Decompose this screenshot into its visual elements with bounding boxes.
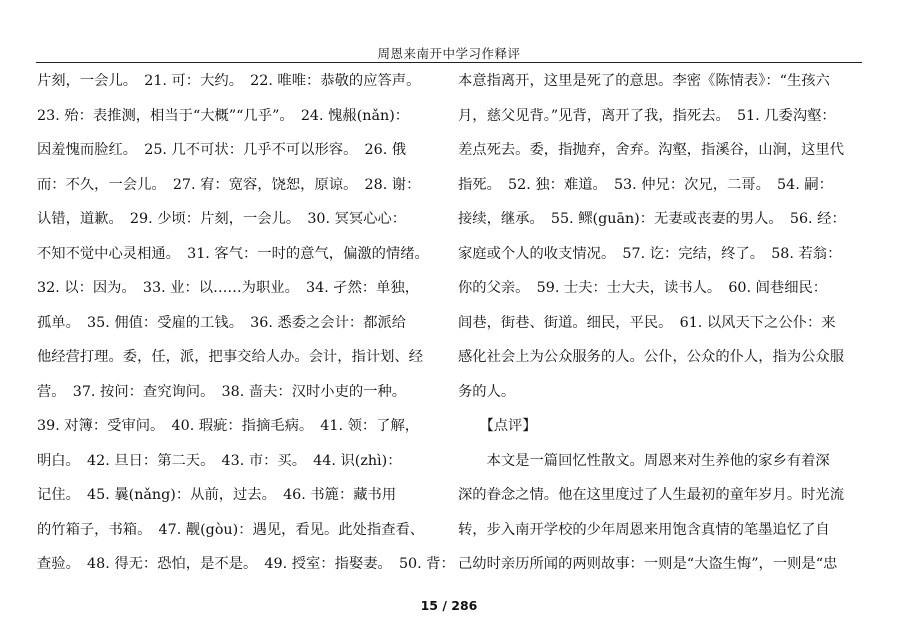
section-heading: 【点评】	[479, 418, 537, 434]
text-line: 的竹箱子，书箱。 47. 觏(gòu)：遇见，看见。此处指查看、	[37, 521, 425, 538]
text-line: 指死。 52. 独：难道。 53. 仲兄：次兄，二哥。 54. 嗣：	[458, 176, 833, 193]
text-line: 不知不觉中心灵相通。 31. 客气：一时的意气，偏激的情绪。	[37, 245, 429, 262]
text-line: 闾巷，街巷、街道。细民，平民。 61. 以风天下之公仆：来	[458, 314, 836, 331]
text-line: 家庭或个人的收支情况。 57. 讫：完结，终了。 58. 若翁：	[458, 245, 842, 262]
header-rule	[36, 62, 862, 63]
text-line: 明白。 42. 旦日：第二天。 43. 市：买。 44. 识(zhì)：	[37, 452, 402, 469]
text-line: 差点死去。委，指抛弃，舍弃。沟壑，指溪谷，山涧，这里代	[458, 142, 845, 158]
paragraph-line: 己幼时亲历所闻的两则故事：一则是“大盗生悔”，一则是“忠	[458, 556, 838, 572]
left-column	[37, 64, 455, 582]
text-line: 感化社会上为公众服务的人。公仆，公众的仆人，指为公众服	[458, 349, 845, 365]
text-line: 而：不久，一会儿。 27. 宥：宽容，饶恕，原谅。 28. 谢：	[37, 176, 421, 193]
text-line: 因羞愧而脸红。 25. 几不可状：几乎不可以形容。 26. 俄	[37, 142, 407, 158]
text-line: 32. 以：因为。 33. 业：以……为职业。 34. 孑然：单独，	[37, 280, 420, 296]
page-number: 15 / 286	[420, 598, 478, 613]
text-line: 月，慈父见背。”见背，离开了我，指死去。 51. 几委沟壑：	[458, 107, 836, 124]
paragraph-line: 转，步入南开学校的少年周恩来用饱含真情的笔墨追忆了自	[458, 521, 830, 538]
text-line: 他经营打理。委，任，派，把事交给人办。会计，指计划、经	[37, 349, 424, 365]
text-line: 务的人。	[458, 383, 516, 400]
text-line: 你的父亲。 59. 士夫：士大夫，读书人。 60. 闾巷细民：	[458, 280, 828, 296]
text-line: 记住。 45. 曩(nǎng)：从前，过去。 46. 书簏：藏书用	[37, 487, 397, 503]
paragraph-line: 深的眷念之情。他在这里度过了人生最初的童年岁月。时光流	[458, 487, 845, 503]
text-line: 39. 对簿：受审问。 40. 瑕疵：指摘毛病。 41. 领：了解，	[37, 418, 420, 434]
running-header: 周恩来南开中学习作释评	[377, 46, 521, 61]
right-column	[458, 64, 860, 582]
text-line: 接续，继承。 55. 鳏(guān)：无妻或丧妻的男人。 56. 经：	[458, 211, 846, 227]
text-line: 本意指离开，这里是死了的意思。李密《陈情表》：“生孩六	[458, 73, 830, 89]
text-line: 认错，道歉。 29. 少顷：片刻，一会儿。 30. 冥冥心心：	[37, 211, 407, 227]
paragraph-line: 本文是一篇回忆性散文。周恩来对生养他的家乡有着深	[486, 452, 830, 469]
text-line: 孤单。 35. 佣值：受雇的工钱。 36. 悉委之会计：都派给	[37, 314, 407, 331]
text-line: 营。 37. 按问：查究询问。 38. 啬夫：汉时小吏的一种。	[37, 383, 407, 400]
text-line: 23. 殆：表推测，相当于“大概”“几乎”。 24. 愧赧(nǎn)：	[37, 107, 410, 124]
text-line: 片刻，一会儿。 21. 可：大约。 22. 唯唯：恭敬的应答声。	[37, 73, 421, 89]
text-line: 查验。 48. 得无：恐怕，是不是。 49. 授室：指娶妻。 50. 背：	[37, 556, 455, 572]
